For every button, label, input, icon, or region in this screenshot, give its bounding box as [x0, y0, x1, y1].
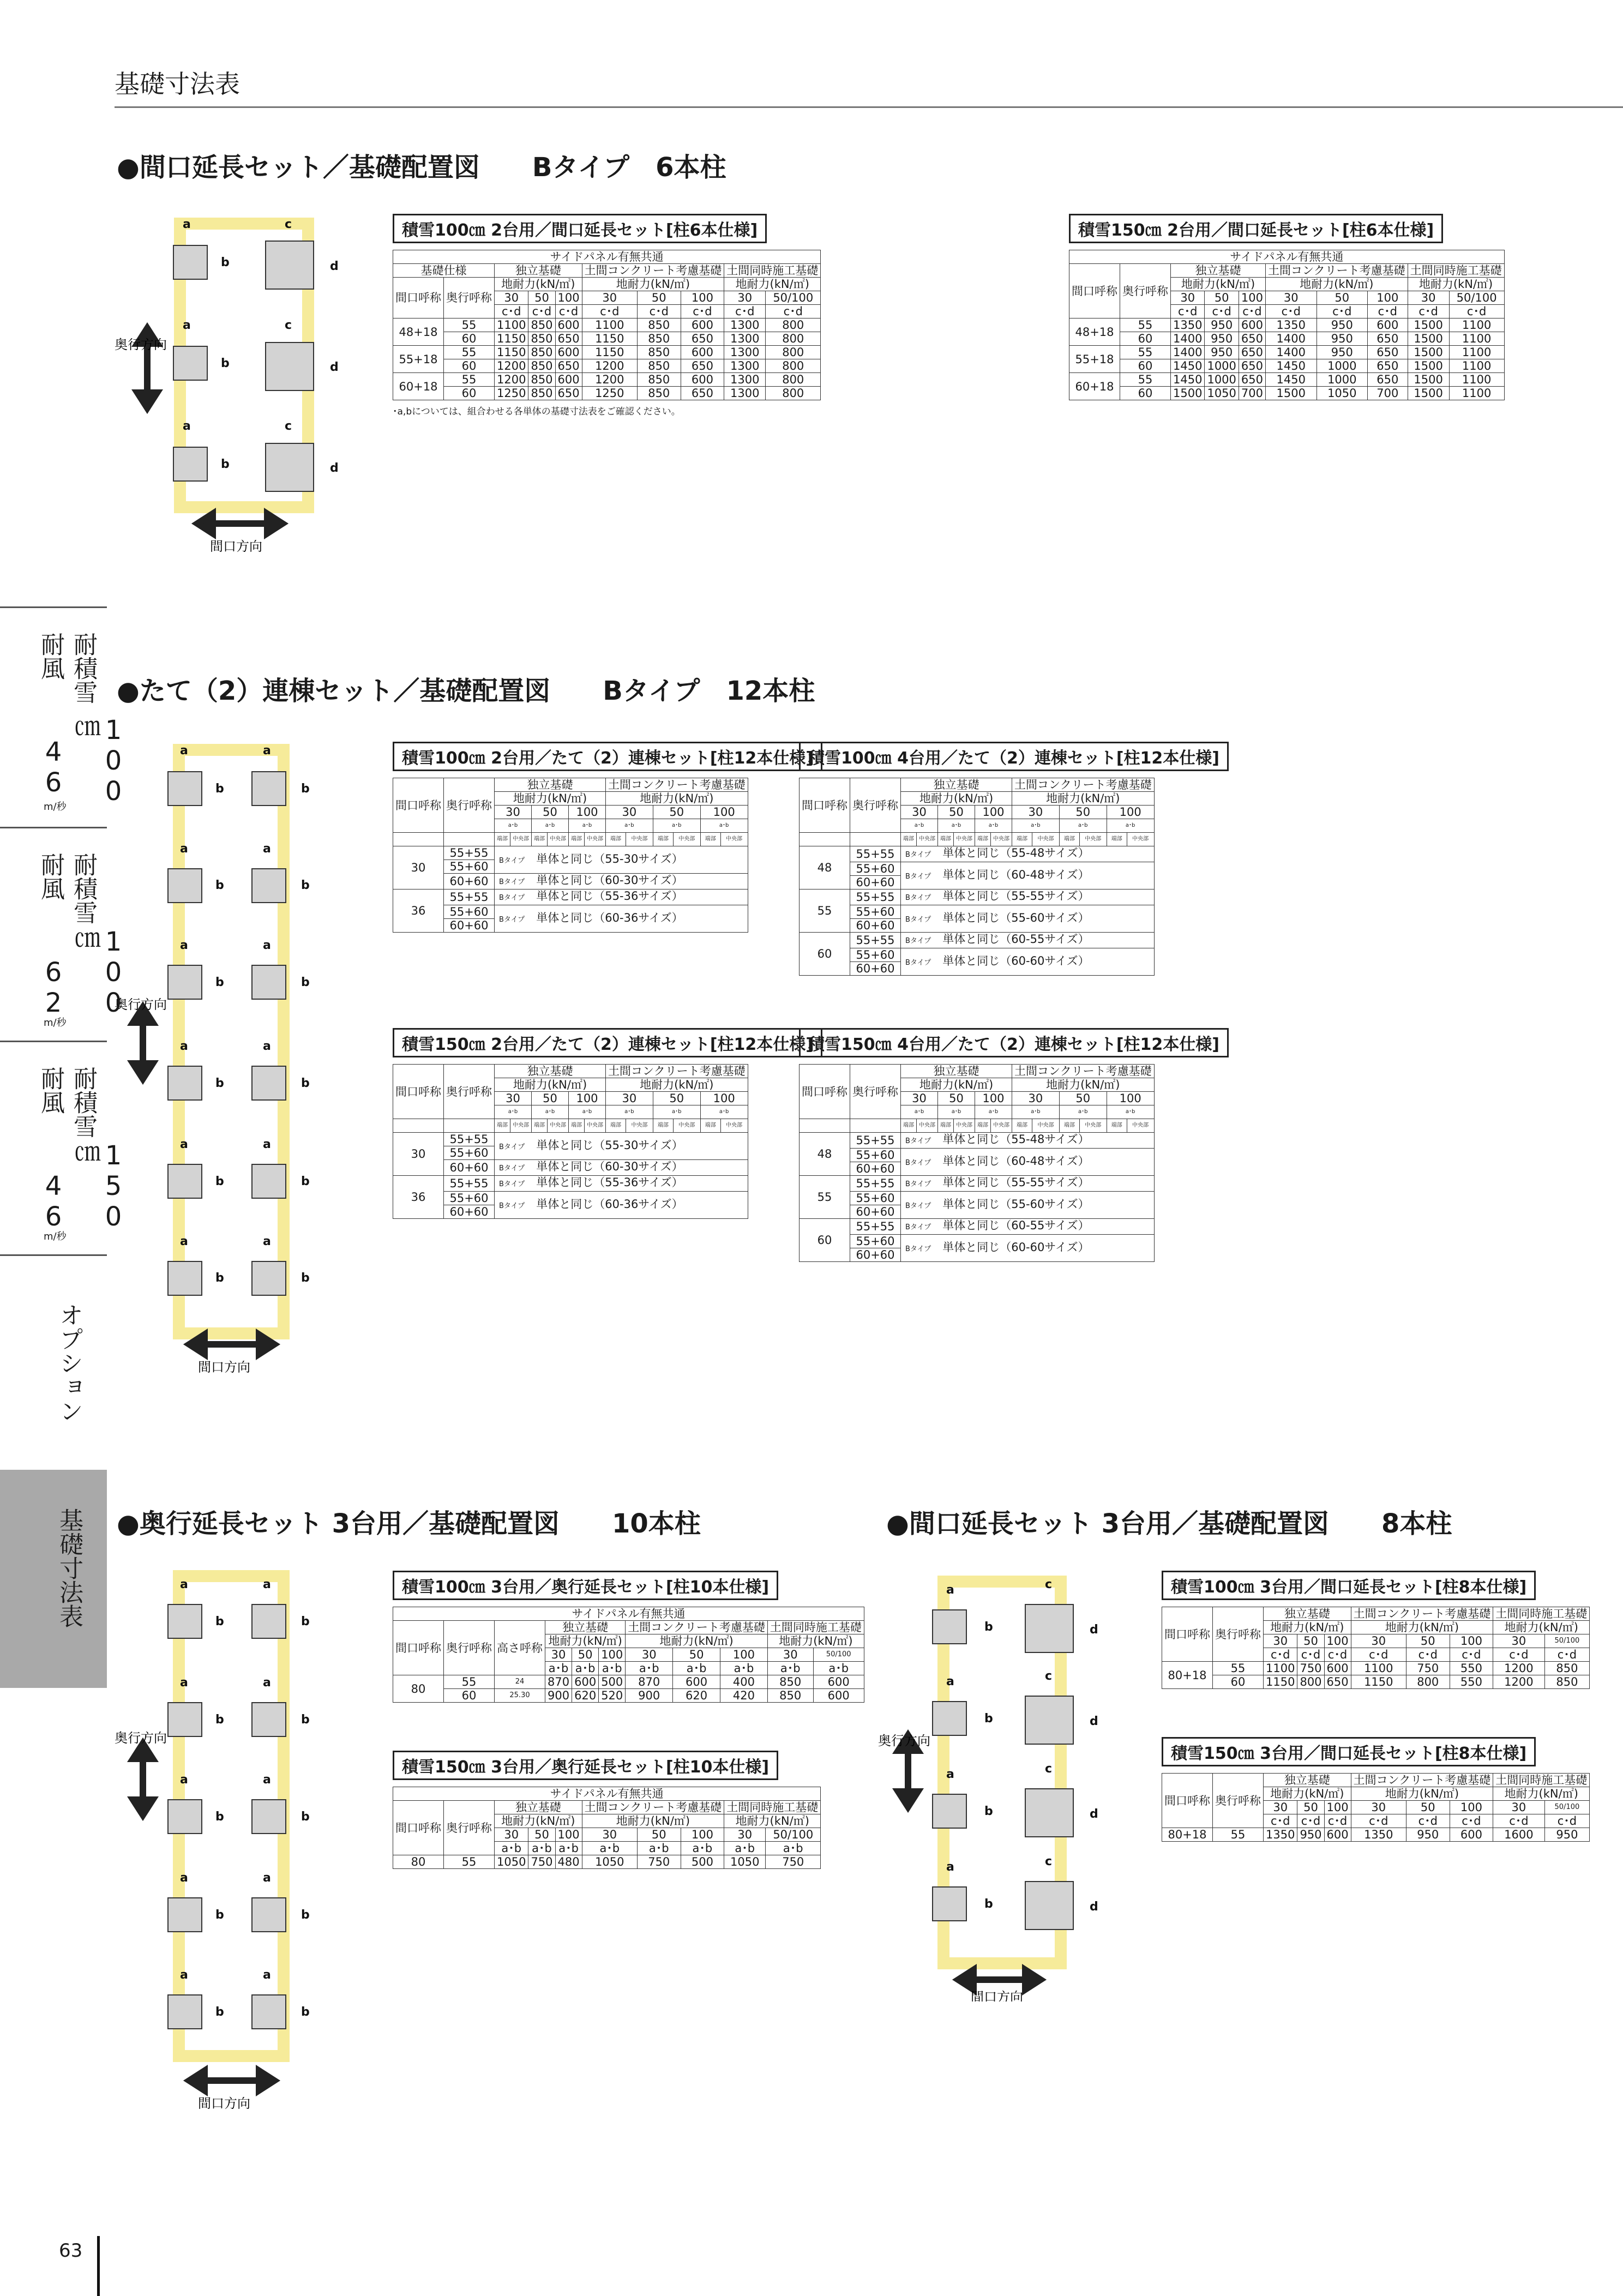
- sidebar-tab-1[interactable]: 耐積雪 耐風 100㎝ 46 m/秒: [0, 606, 107, 827]
- table-title: 積雪150㎝ 4台用／たて（2）連棟セット[柱12本仕様]: [799, 1028, 1229, 1057]
- svg-text:間口方向: 間口方向: [198, 2096, 250, 2111]
- table-title: 積雪100㎝ 2台用／間口延長セット[柱6本仕様]: [393, 214, 767, 243]
- data-table: サイドパネル有無共通 間口呼称 奥行呼称 高さ呼称 独立基礎 土間コンクリート考慮基礎 土間同時施工基礎 地耐力(kN/㎡) 地耐力(kN/㎡) 地耐力(kN/㎡) 30 50 100 30 50 100 30 50/100 a･b a･b a･b a･b a･b a･b a･b a･b 80 55 24 870 600 500 870 600 400 850 600 60 25.30 900 620 520 900 620 420 850 600: [393, 1607, 864, 1703]
- svg-text:a: a: [183, 318, 191, 332]
- sidebar-tab-3[interactable]: 耐積雪 耐風 150㎝ 46 m/秒: [0, 1041, 107, 1254]
- svg-text:a: a: [263, 842, 271, 856]
- svg-text:a: a: [263, 939, 271, 952]
- foundation-table-8: [393, 1751, 821, 1869]
- foundation-table-4: [799, 742, 1229, 976]
- foundation-table-6: [799, 1028, 1229, 1262]
- data-table: 間口呼称 奥行呼称 独立基礎 土間コンクリート考慮基礎 地耐力(kN/㎡) 地耐力(kN/㎡) 30 50 100 30 50 100 a･b a･b a･b a･b a･b a･b 端部 中央部 端部 中央部 端部 中央部 端部 中央部 端部 中央部 端部 中央部 30 55+55 Bタイプ 単体と同じ（55-30サイズ） 55+60 60+60 Bタイプ 単体と同じ（60-30サイズ） 36 55+55 Bタイプ 単体と同じ（55-36サイズ） 55+60 Bタイプ 単体と同じ（60-36サイズ） 60+60: [393, 778, 748, 933]
- svg-text:b: b: [301, 879, 310, 892]
- table-title: 積雪150㎝ 3台用／間口延長セット[柱8本仕様]: [1162, 1737, 1536, 1766]
- svg-text:b: b: [984, 1712, 993, 1726]
- data-table: サイドパネル有無共通 間口呼称 奥行呼称 独立基礎 土間コンクリート考慮基礎 土間同時施工基礎 地耐力(kN/㎡) 地耐力(kN/㎡) 地耐力(kN/㎡) 30 50 100 30 50 100 30 50/100 c･d c･d c･d c･d c･d c･d c･d c･d 48+18 55 1350 950 600 1350 950 600 1500 1100 60 1400 950 650 1400 950 650 1500 1100 55+18 55 1400 950 650 1400 950 650 1500 1100 60 1450 1000 650 1450 1000 650 1500 1100 60+18 55 1450 1000 650 1450 1000 650 1500 1100 60 1500 1050 700 1500 1050 700 1500 1100: [1069, 250, 1505, 400]
- svg-text:奥行方向: 奥行方向: [115, 337, 167, 352]
- svg-text:d: d: [330, 461, 339, 475]
- svg-text:a: a: [263, 744, 271, 758]
- svg-text:b: b: [301, 1908, 310, 1922]
- svg-text:b: b: [221, 256, 230, 269]
- section-title-4: ●間口延長セット 3台用／基礎配置図 8本柱: [886, 1508, 1452, 1539]
- foundation-layout-diagram-2: [109, 734, 338, 1390]
- svg-text:a: a: [263, 1039, 271, 1053]
- svg-text:c: c: [1045, 1669, 1053, 1683]
- svg-text:c: c: [285, 419, 292, 433]
- page-header: 基礎寸法表: [115, 69, 240, 99]
- svg-text:c: c: [285, 218, 292, 231]
- data-table: 間口呼称 奥行呼称 独立基礎 土間コンクリート考慮基礎 土間同時施工基礎 地耐力(kN/㎡) 地耐力(kN/㎡) 地耐力(kN/㎡) 30 50 100 30 50 100 30 50/100 c･d c･d c･d c･d c･d c･d c･d c･d 80+18 55 1100 750 600 1100 750 550 1200 850 60 1150 800 650 1150 800 550 1200 850: [1162, 1607, 1590, 1689]
- svg-text:b: b: [215, 1713, 224, 1727]
- svg-text:b: b: [215, 1271, 224, 1285]
- svg-text:a: a: [180, 1968, 188, 1982]
- svg-text:c: c: [285, 318, 292, 332]
- svg-text:b: b: [215, 1615, 224, 1628]
- page-number-bar: [97, 2236, 100, 2296]
- svg-text:d: d: [330, 360, 339, 374]
- svg-text:c: c: [1045, 1762, 1053, 1776]
- svg-text:a: a: [180, 1039, 188, 1053]
- svg-text:a: a: [263, 1138, 271, 1151]
- table-note: ･a,bについては、組合わせる各単体の基礎寸法表をご確認ください。: [393, 406, 681, 417]
- svg-text:a: a: [263, 1773, 271, 1787]
- svg-text:b: b: [215, 976, 224, 989]
- svg-text:b: b: [301, 1077, 310, 1090]
- svg-text:d: d: [1090, 1900, 1098, 1914]
- foundation-table-7: [393, 1571, 864, 1703]
- sidebar-tab-options[interactable]: オプション: [0, 1254, 107, 1470]
- table-title: 積雪150㎝ 2台用／たて（2）連棟セット[柱12本仕様]: [393, 1028, 822, 1057]
- svg-text:d: d: [1090, 1715, 1098, 1728]
- header-rule: [115, 106, 1623, 108]
- table-title: 積雪150㎝ 3台用／奥行延長セット[柱10本仕様]: [393, 1751, 778, 1780]
- svg-text:d: d: [1090, 1807, 1098, 1821]
- svg-text:a: a: [180, 744, 188, 758]
- page-number: 63: [59, 2240, 83, 2262]
- data-table: 間口呼称 奥行呼称 独立基礎 土間コンクリート考慮基礎 地耐力(kN/㎡) 地耐力(kN/㎡) 30 50 100 30 50 100 a･b a･b a･b a･b a･b a･b 端部 中央部 端部 中央部 端部 中央部 端部 中央部 端部 中央部 端部 中央部 48 55+55 Bタイプ 単体と同じ（55-48サイズ） 55+60 Bタイプ 単体と同じ（60-48サイズ） 60+60 55 55+55 Bタイプ 単体と同じ（55-55サイズ） 55+60 Bタイプ 単体と同じ（55-60サイズ） 60+60 60 55+55 Bタイプ 単体と同じ（60-55サイズ） 55+60 Bタイプ 単体と同じ（60-60サイズ） 60+60: [799, 778, 1155, 976]
- svg-text:a: a: [263, 1676, 271, 1690]
- svg-text:間口方向: 間口方向: [198, 1360, 250, 1375]
- svg-text:a: a: [946, 1675, 954, 1688]
- table-title: 積雪100㎝ 2台用／たて（2）連棟セット[柱12本仕様]: [393, 742, 822, 771]
- svg-text:奥行方向: 奥行方向: [115, 997, 167, 1012]
- svg-text:d: d: [1090, 1623, 1098, 1637]
- svg-text:b: b: [301, 1271, 310, 1285]
- svg-text:a: a: [180, 1773, 188, 1787]
- foundation-table-5: [393, 1028, 822, 1219]
- svg-text:b: b: [984, 1620, 993, 1634]
- svg-text:b: b: [301, 1175, 310, 1188]
- svg-text:c: c: [1045, 1578, 1053, 1591]
- svg-text:b: b: [301, 2005, 310, 2019]
- table-title: 積雪100㎝ 3台用／奥行延長セット[柱10本仕様]: [393, 1571, 778, 1600]
- svg-text:b: b: [984, 1805, 993, 1818]
- table-title: 積雪100㎝ 4台用／たて（2）連棟セット[柱12本仕様]: [799, 742, 1229, 771]
- svg-text:b: b: [215, 1077, 224, 1090]
- svg-text:b: b: [984, 1897, 993, 1911]
- foundation-table-9: [1162, 1571, 1590, 1689]
- svg-text:b: b: [215, 1175, 224, 1188]
- svg-text:b: b: [301, 976, 310, 989]
- svg-text:b: b: [221, 357, 230, 370]
- svg-text:a: a: [180, 1138, 188, 1151]
- svg-text:b: b: [215, 2005, 224, 2019]
- section-title-2: ●たて（2）連棟セット／基礎配置図 Bタイプ 12本柱: [117, 676, 815, 706]
- svg-text:a: a: [180, 1235, 188, 1248]
- svg-text:b: b: [221, 458, 230, 471]
- svg-text:a: a: [946, 1583, 954, 1597]
- foundation-table-10: [1162, 1737, 1590, 1842]
- section-title-3: ●奥行延長セット 3台用／基礎配置図 10本柱: [117, 1508, 701, 1539]
- svg-text:b: b: [215, 782, 224, 796]
- data-table: 間口呼称 奥行呼称 独立基礎 土間コンクリート考慮基礎 土間同時施工基礎 地耐力(kN/㎡) 地耐力(kN/㎡) 地耐力(kN/㎡) 30 50 100 30 50 100 30 50/100 c･d c･d c･d c･d c･d c･d c･d c･d 80+18 55 1350 950 600 1350 950 600 1600 950: [1162, 1773, 1590, 1842]
- foundation-table-1: [393, 214, 821, 417]
- data-table: 間口呼称 奥行呼称 独立基礎 土間コンクリート考慮基礎 地耐力(kN/㎡) 地耐力(kN/㎡) 30 50 100 30 50 100 a･b a･b a･b a･b a･b a･b 端部 中央部 端部 中央部 端部 中央部 端部 中央部 端部 中央部 端部 中央部 48 55+55 Bタイプ 単体と同じ（55-48サイズ） 55+60 Bタイプ 単体と同じ（60-48サイズ） 60+60 55 55+55 Bタイプ 単体と同じ（55-55サイズ） 55+60 Bタイプ 単体と同じ（55-60サイズ） 60+60 60 55+55 Bタイプ 単体と同じ（60-55サイズ） 55+60 Bタイプ 単体と同じ（60-60サイズ） 60+60: [799, 1064, 1155, 1262]
- svg-text:a: a: [946, 1768, 954, 1781]
- svg-text:a: a: [183, 218, 191, 231]
- svg-text:d: d: [330, 260, 339, 273]
- svg-text:b: b: [301, 1713, 310, 1727]
- svg-text:a: a: [180, 1871, 188, 1885]
- foundation-table-2: [1069, 214, 1505, 400]
- table-title: 積雪150㎝ 2台用／間口延長セット[柱6本仕様]: [1069, 214, 1443, 243]
- svg-text:a: a: [263, 1871, 271, 1885]
- svg-text:間口方向: 間口方向: [210, 539, 262, 554]
- svg-text:a: a: [180, 1676, 188, 1690]
- svg-text:a: a: [263, 1235, 271, 1248]
- svg-text:b: b: [301, 782, 310, 796]
- svg-text:b: b: [215, 1908, 224, 1922]
- data-table: 間口呼称 奥行呼称 独立基礎 土間コンクリート考慮基礎 地耐力(kN/㎡) 地耐力(kN/㎡) 30 50 100 30 50 100 a･b a･b a･b a･b a･b a･b 端部 中央部 端部 中央部 端部 中央部 端部 中央部 端部 中央部 端部 中央部 30 55+55 Bタイプ 単体と同じ（55-30サイズ） 55+60 60+60 Bタイプ 単体と同じ（60-30サイズ） 36 55+55 Bタイプ 単体と同じ（55-36サイズ） 55+60 Bタイプ 単体と同じ（60-36サイズ） 60+60: [393, 1064, 748, 1219]
- svg-text:b: b: [301, 1615, 310, 1628]
- foundation-layout-diagram-3: [109, 1560, 338, 2118]
- svg-text:a: a: [180, 842, 188, 856]
- data-table: サイドパネル有無共通 間口呼称 奥行呼称 独立基礎 土間コンクリート考慮基礎 土間同時施工基礎 地耐力(kN/㎡) 地耐力(kN/㎡) 地耐力(kN/㎡) 30 50 100 30 50 100 30 50/100 a･b a･b a･b a･b a･b a･b a･b a･b 80 55 1050 750 480 1050 750 500 1050 750: [393, 1787, 821, 1869]
- section-title-1: ●間口延長セット／基礎配置図 Bタイプ 6本柱: [117, 152, 726, 183]
- svg-text:奥行方向: 奥行方向: [878, 1733, 930, 1748]
- svg-text:奥行方向: 奥行方向: [115, 1730, 167, 1746]
- svg-text:a: a: [180, 939, 188, 952]
- data-table: サイドパネル有無共通 基礎仕様 独立基礎 土間コンクリート考慮基礎 土間同時施工基礎 間口呼称 奥行呼称 地耐力(kN/㎡) 地耐力(kN/㎡) 地耐力(kN/㎡) 30 50 100 30 50 100 30 50/100 c･d c･d c･d c･d c･d c･d c･d c･d 48+18 55 1100 850 600 1100 850 600 1300 800 60 1150 850 650 1150 850 650 1300 800 55+18 55 1150 850 600 1150 850 600 1300 800 60 1200 850 650 1200 850 650 1300 800 60+18 55 1200 850 600 1200 850 600 1300 800 60 1250 850 650 1250 850 650 1300 800: [393, 250, 821, 400]
- svg-text:a: a: [946, 1860, 954, 1874]
- svg-text:間口方向: 間口方向: [971, 1990, 1023, 2002]
- svg-text:a: a: [263, 1968, 271, 1982]
- svg-text:a: a: [263, 1578, 271, 1591]
- foundation-layout-diagram-4: [873, 1565, 1156, 2004]
- svg-text:b: b: [301, 1810, 310, 1824]
- table-title: 積雪100㎝ 3台用／間口延長セット[柱8本仕様]: [1162, 1571, 1536, 1600]
- sidebar-tab-2[interactable]: 耐積雪 耐風 100㎝ 62 m/秒: [0, 827, 107, 1041]
- svg-text:a: a: [183, 419, 191, 433]
- svg-text:b: b: [215, 879, 224, 892]
- sidebar-tab-foundation[interactable]: 基礎寸法表: [0, 1470, 107, 1688]
- foundation-layout-diagram-1: [109, 207, 393, 564]
- svg-text:b: b: [215, 1810, 224, 1824]
- svg-text:c: c: [1045, 1855, 1053, 1868]
- svg-text:a: a: [180, 1578, 188, 1591]
- foundation-table-3: [393, 742, 822, 933]
